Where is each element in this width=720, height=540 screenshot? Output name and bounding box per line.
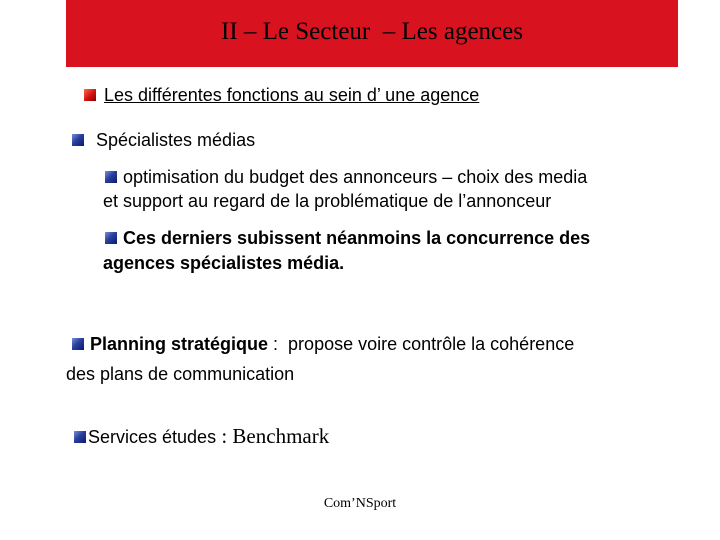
optimisation-text-2: et support au regard de la problématique de l’annonceur	[103, 191, 552, 211]
etudes-label: Services études	[88, 427, 217, 447]
etudes-line	[74, 424, 329, 449]
slide-title: II – Le Secteur – Les agences	[221, 18, 523, 45]
optimisation-text-1: optimisation du budget des annonceurs – choix des media	[123, 167, 588, 187]
subtitle-text: Les différentes fonctions au sein d’ une agence	[104, 85, 480, 105]
title-bar	[66, 0, 678, 67]
square-bullet-icon	[84, 89, 96, 101]
section-label-specialistes: Spécialistes médias	[96, 130, 256, 150]
square-bullet-icon	[72, 134, 84, 146]
square-bullet-icon	[74, 431, 86, 443]
planning-text-2: des plans de communication	[66, 364, 295, 384]
planning-label: Planning stratégique	[90, 334, 269, 354]
concurrence-text-2: agences spécialistes média.	[103, 253, 345, 273]
square-bullet-icon	[105, 232, 117, 244]
concurrence-text-1: Ces derniers subissent néanmoins la concurrence des	[123, 228, 591, 248]
planning-text-1: propose voire contrôle la cohérence	[288, 334, 575, 354]
etudes-value: Benchmark	[232, 424, 330, 448]
planning-separator: :	[268, 334, 289, 354]
footer-text: Com’NSport	[323, 496, 397, 511]
section-specialistes	[72, 130, 255, 151]
square-bullet-icon	[105, 171, 117, 183]
etudes-separator: :	[216, 424, 233, 448]
planning-line-1	[72, 334, 574, 355]
concurrence-line-1	[105, 228, 590, 249]
optimisation-line-1	[105, 167, 587, 188]
subtitle-line	[84, 85, 479, 106]
square-bullet-icon	[72, 338, 84, 350]
